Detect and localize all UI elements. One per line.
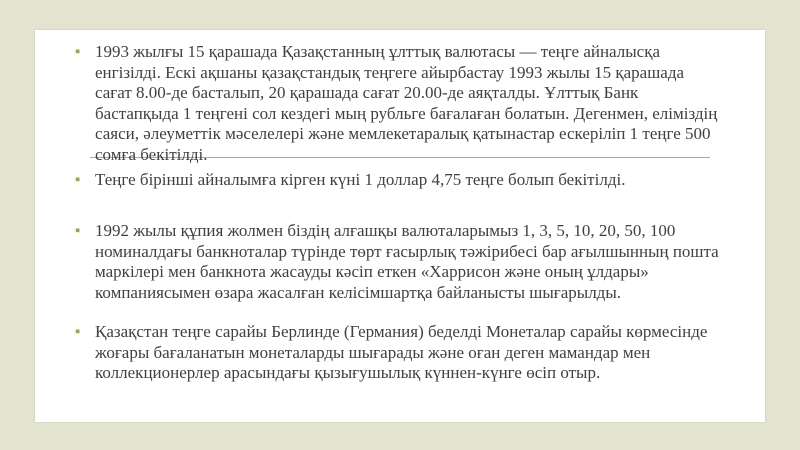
bullet-text-4: Қазақстан теңге сарайы Берлинде (Германия) беделді Монеталар сарайы көрмесінде жоғары бағаланатын монеталарды шығарады және оған деген мамандар мен коллекционерлер арасындағы қызығушылық күннен-күнге өсіп отыр. bbox=[95, 322, 708, 383]
bullet-item-2 bbox=[75, 170, 625, 191]
bullet-text-2: Теңге бірінші айналымға кірген күні 1 доллар 4,75 теңге болып бекітілді. bbox=[95, 170, 626, 189]
bullet-icon: ▪ bbox=[75, 44, 81, 60]
bullet-item-3 bbox=[75, 221, 725, 303]
bullet-icon: ▪ bbox=[75, 172, 81, 188]
bullet-icon: ▪ bbox=[75, 324, 81, 340]
bullet-text-1: 1993 жылғы 15 қарашада Қазақстанның ұлттық валютасы — теңге айналысқа енгізілді. Ескі ақшаны қазақстандық теңгеге айырбастау 1993 жылы 15 қарашада сағат 8.00-де басталып, 20 қарашада сағат 20.00-де аяқталды. Ұлттық Банк бастапқыда 1 теңгені сол кездегі мың рубльге бағалаған болатын. Дегенмен, еліміздің саяси, әлеуметтік мәселелері және мемлекетаралық қатынастар ескеріліп 1 теңге 500 сомға бекітілді. bbox=[95, 42, 718, 164]
bullet-item-1 bbox=[75, 42, 725, 166]
bullet-icon: ▪ bbox=[75, 223, 81, 239]
bullet-item-4 bbox=[75, 322, 725, 384]
bullet-text-3: 1992 жылы құпия жолмен біздің алғашқы валюталарымыз 1, 3, 5, 10, 20, 50, 100 номиналдағы банкноталар түрінде төрт ғасырлық тәжірибесі бар ағылшынның пошта маркілері мен банкнота жасауды кәсіп еткен «Харрисон және оның ұлдары» компаниясымен өзара жасалған келісімшартқа байланысты шығарылды. bbox=[95, 221, 719, 302]
